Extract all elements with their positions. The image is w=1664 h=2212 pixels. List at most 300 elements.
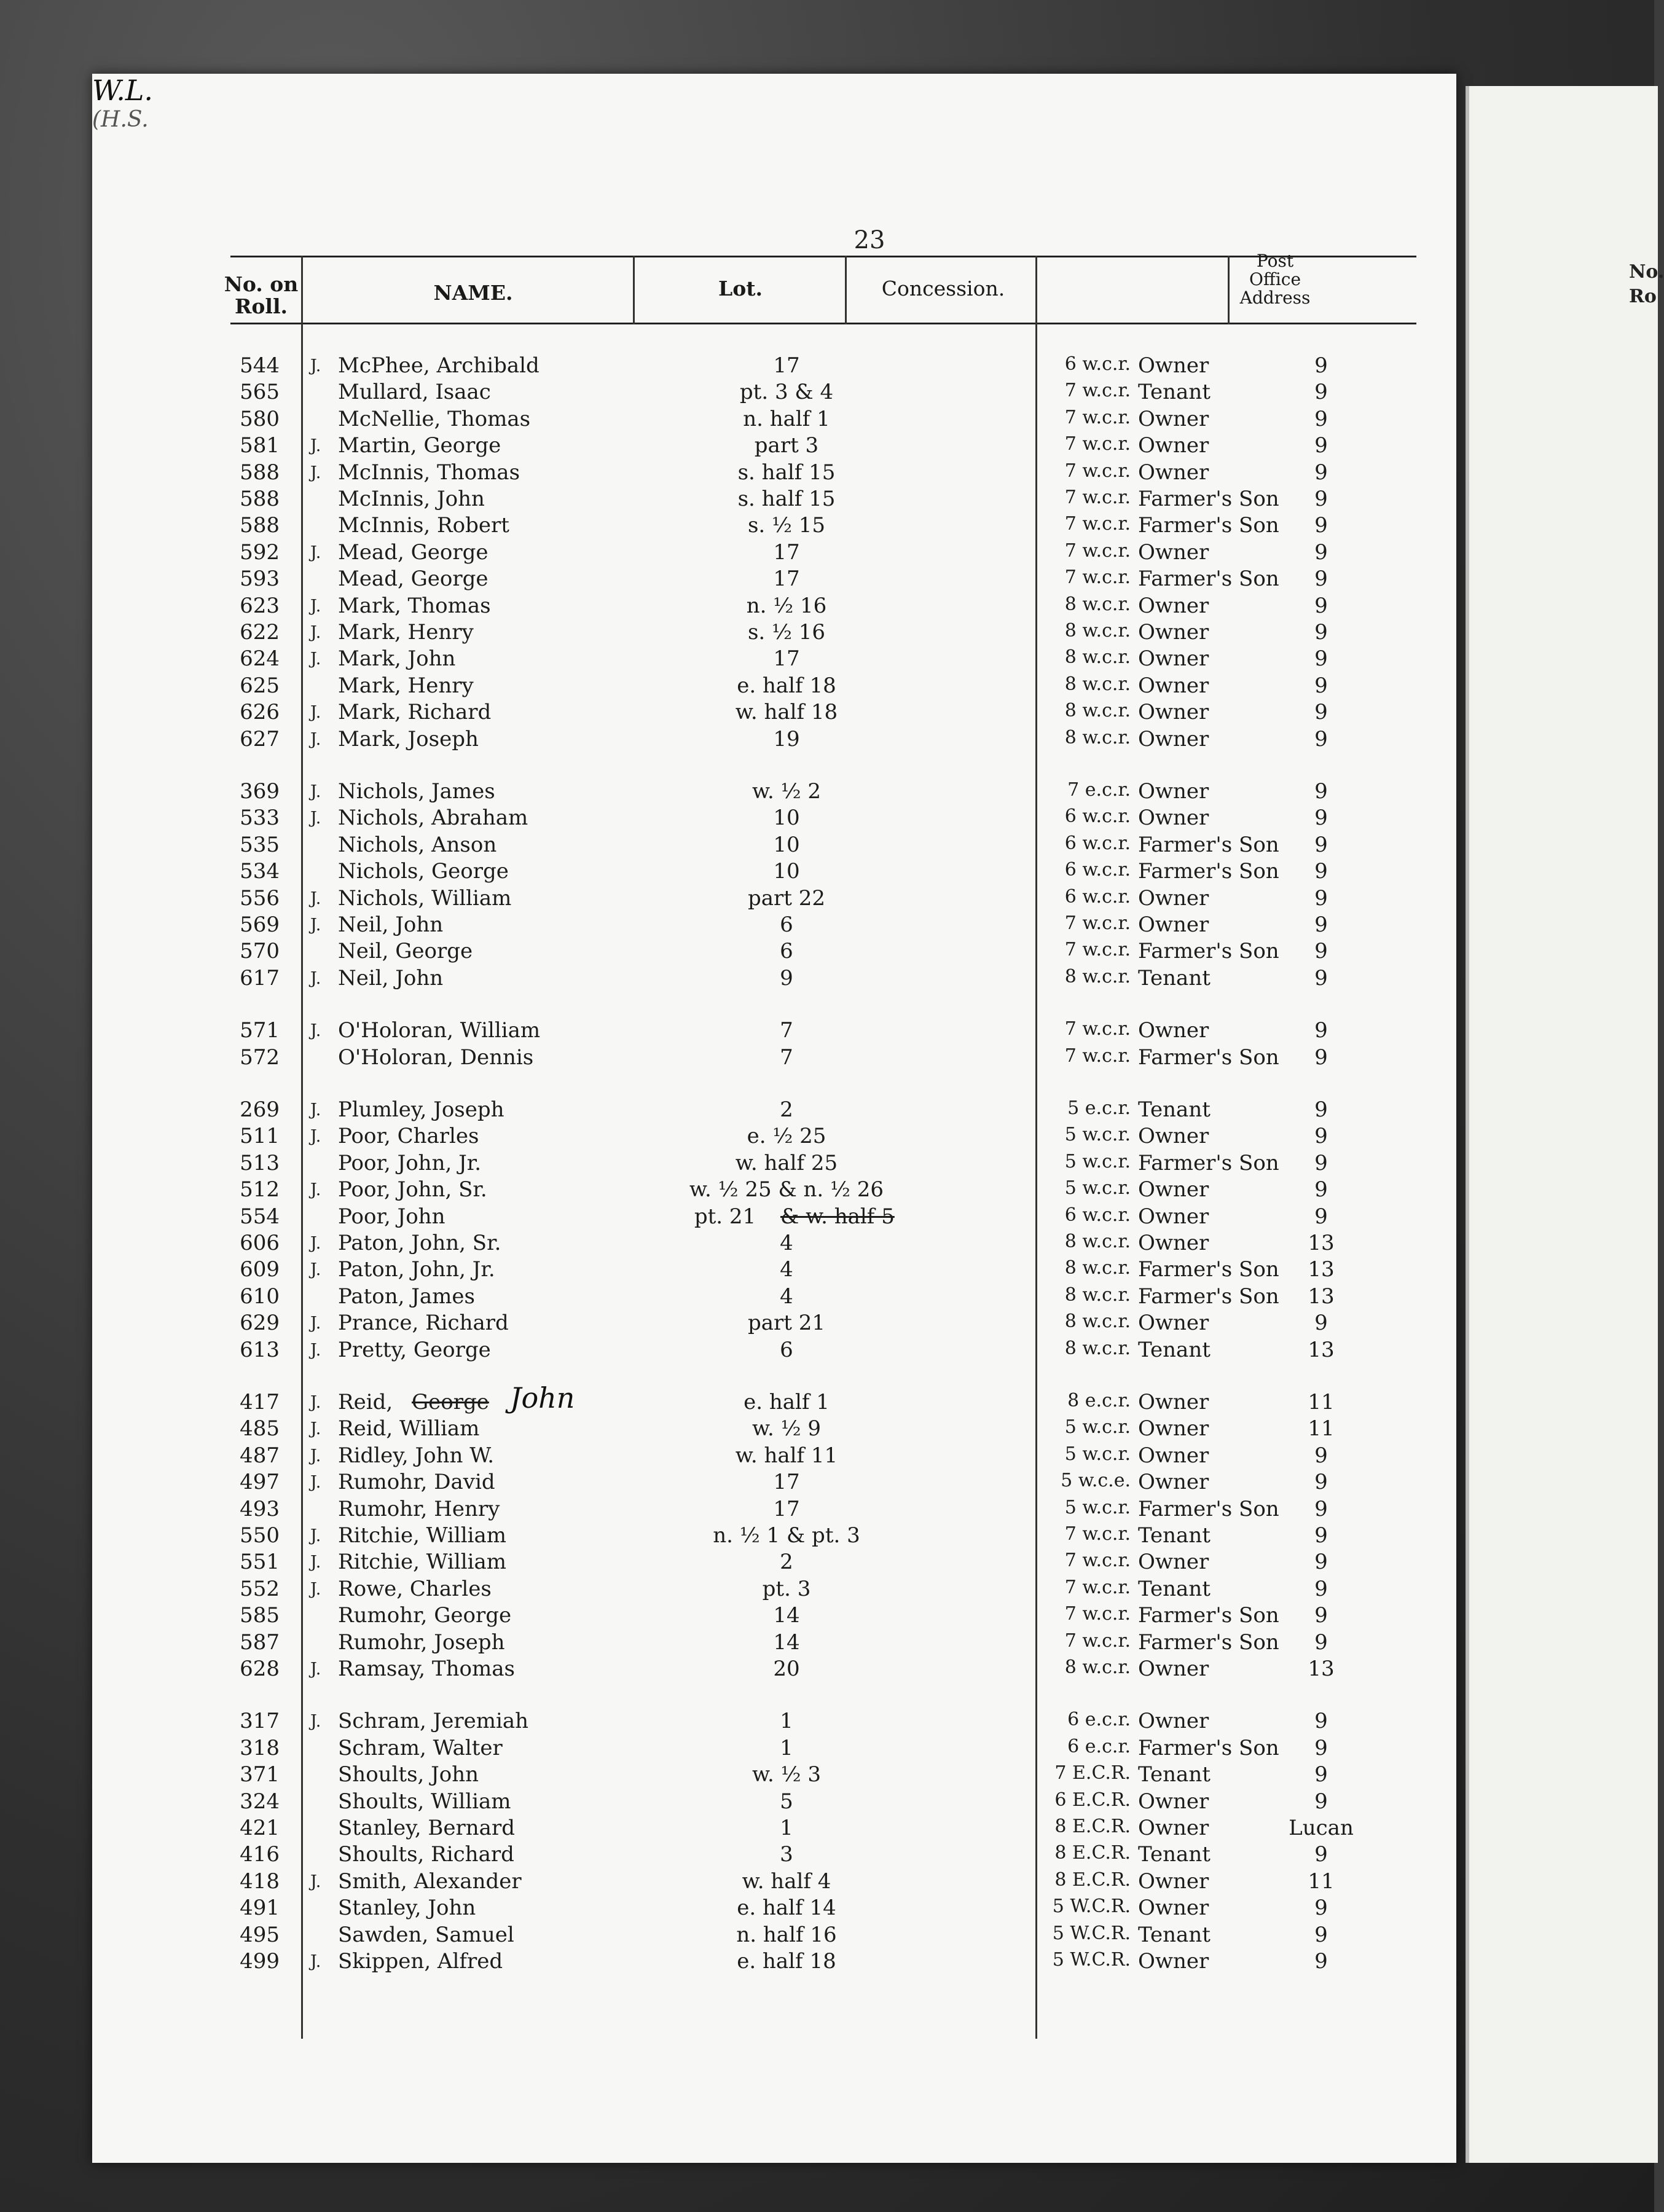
name: Rumohr, Joseph — [338, 1630, 505, 1655]
status: Owner — [1138, 539, 1209, 565]
lot: 6 — [780, 939, 793, 964]
status: Tenant — [1138, 1762, 1211, 1787]
lot: 10 — [773, 859, 800, 884]
table-row — [92, 1045, 1456, 1072]
post-office: 9 — [1314, 1204, 1328, 1229]
lot: 4 — [780, 1257, 793, 1282]
concession: 8 w.c.r. — [1064, 700, 1131, 722]
concession: 7 w.c.r. — [1064, 1630, 1131, 1652]
name: Paton, John, Jr. — [338, 1257, 495, 1282]
table-row — [92, 407, 1456, 433]
table-row — [92, 1381, 1456, 1416]
lot: 2 — [780, 1097, 793, 1122]
name: Mullard, Isaac — [338, 380, 491, 405]
header-concession: Concession. — [881, 276, 1005, 300]
status: Owner — [1138, 1949, 1209, 1974]
concession: 7 w.c.r. — [1064, 912, 1131, 934]
status: Owner — [1138, 806, 1209, 831]
lot: w. half 25 — [735, 1150, 838, 1175]
struck-name: George — [412, 1390, 489, 1414]
concession: 6 w.c.r. — [1064, 806, 1131, 828]
name: Mark, John — [338, 646, 456, 672]
header-divider — [1035, 256, 1037, 324]
roll-number: 627 — [240, 726, 280, 751]
header-post-line2: Office — [1249, 269, 1301, 289]
roll-number: 588 — [240, 513, 280, 538]
juror-mark: J. — [310, 1553, 321, 1572]
post-office: 9 — [1314, 646, 1328, 672]
status: Owner — [1138, 700, 1209, 725]
roll-number: 609 — [240, 1257, 280, 1282]
name: McNellie, Thomas — [338, 406, 531, 431]
table-row — [92, 700, 1456, 726]
concession: 7 w.c.r. — [1064, 1550, 1131, 1572]
roll-number: 556 — [240, 885, 280, 911]
lot: n. half 1 — [743, 406, 830, 431]
lot: w. ½ 25 & n. ½ 26 — [689, 1177, 884, 1202]
lot: e. half 18 — [737, 673, 836, 698]
lot: e. half 14 — [737, 1896, 836, 1921]
post-office: 9 — [1314, 1762, 1328, 1787]
concession: 8 w.c.r. — [1064, 965, 1131, 987]
post-office: 9 — [1314, 1896, 1328, 1921]
lot: 10 — [773, 832, 800, 857]
name: Ritchie, William — [338, 1550, 507, 1575]
post-office: 9 — [1314, 539, 1328, 565]
lot: n. ½ 1 & pt. 3 — [713, 1523, 860, 1548]
roll-number: 493 — [240, 1496, 280, 1521]
lot: part 3 — [754, 433, 819, 458]
table-row — [92, 540, 1456, 567]
concession: 6 w.c.r. — [1064, 1204, 1131, 1226]
post-office: 9 — [1314, 832, 1328, 857]
post-office: 9 — [1314, 1576, 1328, 1601]
roll-number: 534 — [240, 859, 280, 884]
concession: 8 w.c.r. — [1064, 1257, 1131, 1279]
header-divider — [301, 256, 303, 324]
roll-number: 544 — [240, 353, 280, 378]
concession: 8 e.c.r. — [1067, 1390, 1131, 1411]
table-row — [92, 353, 1456, 380]
roll-number: 572 — [240, 1045, 280, 1070]
table-row — [92, 833, 1456, 859]
status: Owner — [1138, 433, 1209, 458]
post-office: 9 — [1314, 806, 1328, 831]
concession: 7 E.C.R. — [1054, 1762, 1131, 1784]
table-row — [92, 646, 1456, 673]
roll-number: 495 — [240, 1922, 280, 1947]
juror-mark: J. — [310, 968, 321, 988]
table-row — [92, 1949, 1456, 1975]
roll-number: 550 — [240, 1523, 280, 1548]
roll-number: 624 — [240, 646, 280, 672]
name: Mark, Thomas — [338, 593, 491, 618]
post-office: 9 — [1314, 1443, 1328, 1468]
lot: 14 — [773, 1603, 800, 1628]
post-office: 9 — [1314, 939, 1328, 964]
juror-mark: J. — [310, 463, 321, 482]
status: Farmer's Son — [1138, 1257, 1279, 1282]
name: Mead, George — [338, 539, 489, 565]
juror-mark: J. — [310, 1712, 321, 1732]
roll-number: 625 — [240, 673, 280, 698]
roll-number: 371 — [240, 1762, 280, 1787]
post-office: 13 — [1308, 1257, 1335, 1282]
post-office: 9 — [1314, 1124, 1328, 1149]
roll-number: 588 — [240, 487, 280, 511]
concession: 5 w.c.r. — [1064, 1416, 1131, 1438]
lot: 17 — [773, 353, 800, 378]
concession: 8 w.c.r. — [1064, 1284, 1131, 1306]
name: Poor, John, Jr. — [338, 1150, 482, 1175]
name: McInnis, Robert — [338, 513, 509, 538]
name: Nichols, Abraham — [338, 806, 528, 831]
table-row — [92, 1762, 1456, 1789]
table-row — [92, 912, 1456, 939]
table-row — [92, 966, 1456, 992]
struck-lot: & w. half 5 — [780, 1204, 895, 1229]
lot: 1 — [780, 1709, 793, 1734]
status: Owner — [1138, 1789, 1209, 1814]
lot: 10 — [773, 806, 800, 831]
concession: 5 W.C.R. — [1052, 1922, 1131, 1944]
table-row — [92, 487, 1456, 513]
lot: 1 — [780, 1735, 793, 1760]
facing-page — [1466, 86, 1664, 2163]
status: Tenant — [1138, 1576, 1211, 1601]
lot: 14 — [773, 1630, 800, 1655]
table-row — [92, 886, 1456, 912]
concession: 7 w.c.r. — [1064, 460, 1131, 482]
post-office: 13 — [1308, 1284, 1335, 1309]
post-office: 9 — [1314, 353, 1328, 378]
lot: w. half 4 — [742, 1869, 831, 1894]
post-office: 11 — [1308, 1390, 1335, 1414]
table-row — [92, 1416, 1456, 1443]
name: Rumohr, George — [338, 1603, 512, 1628]
table-row — [92, 1204, 1456, 1231]
name: Poor, John — [338, 1204, 445, 1229]
roll-number: 565 — [240, 380, 280, 405]
juror-mark: J. — [310, 543, 321, 562]
concession: 6 E.C.R. — [1054, 1789, 1131, 1811]
juror-mark: J. — [310, 1393, 321, 1412]
status: Farmer's Son — [1138, 1735, 1279, 1760]
juror-mark: J. — [310, 1340, 321, 1360]
roll-number: 487 — [240, 1443, 280, 1468]
roll-number: 369 — [240, 779, 280, 804]
name: O'Holoran, William — [338, 1018, 541, 1043]
status: Tenant — [1138, 380, 1211, 405]
lot: 7 — [780, 1045, 793, 1070]
juror-mark: J. — [310, 1234, 321, 1253]
lot: 19 — [773, 726, 800, 751]
name: Nichols, William — [338, 885, 512, 911]
concession: 5 e.c.r. — [1067, 1097, 1131, 1119]
roll-number: 623 — [240, 593, 280, 618]
post-office: 9 — [1314, 1311, 1328, 1336]
table-row — [92, 1550, 1456, 1576]
post-office: 9 — [1314, 1789, 1328, 1814]
table-row — [92, 1497, 1456, 1523]
lot: 17 — [773, 646, 800, 672]
name: Neil, John — [338, 965, 444, 990]
status: Owner — [1138, 1896, 1209, 1921]
concession: 7 w.c.r. — [1064, 1018, 1131, 1040]
lot: pt. 21 — [694, 1204, 756, 1229]
post-office: 9 — [1314, 1842, 1328, 1867]
post-office: 9 — [1314, 1735, 1328, 1760]
post-office: 9 — [1314, 1550, 1328, 1575]
juror-mark: J. — [310, 623, 321, 642]
juror-mark: J. — [310, 1446, 321, 1465]
post-office: 9 — [1314, 965, 1328, 990]
name: Rowe, Charles — [338, 1576, 492, 1601]
concession: 8 w.c.r. — [1064, 1657, 1131, 1678]
table-row — [92, 1789, 1456, 1816]
table-row — [92, 1338, 1456, 1364]
status: Owner — [1138, 1018, 1209, 1043]
lot: 3 — [780, 1842, 793, 1867]
roll-number: 324 — [240, 1789, 280, 1814]
status: Owner — [1138, 1177, 1209, 1202]
post-office: 9 — [1314, 912, 1328, 937]
post-office: 9 — [1314, 779, 1328, 804]
post-office: Lucan — [1289, 1816, 1354, 1840]
table-row — [92, 1151, 1456, 1177]
name: Poor, Charles — [338, 1124, 479, 1149]
roll-number: 417 — [240, 1390, 280, 1414]
concession: 7 w.c.r. — [1064, 433, 1131, 455]
status: Farmer's Son — [1138, 939, 1279, 964]
status: Owner — [1138, 779, 1209, 804]
header-divider — [633, 256, 635, 324]
concession: 6 w.c.r. — [1064, 353, 1131, 375]
roll-number: 552 — [240, 1576, 280, 1601]
name: Ritchie, William — [338, 1523, 507, 1548]
status: Owner — [1138, 1311, 1209, 1336]
concession: 6 w.c.r. — [1064, 859, 1131, 881]
table-row — [92, 1709, 1456, 1735]
table-row — [92, 1097, 1456, 1124]
roll-number: 569 — [240, 912, 280, 937]
name: Smith, Alexander — [338, 1869, 522, 1894]
roll-number: 533 — [240, 806, 280, 831]
post-office: 9 — [1314, 433, 1328, 458]
lot: part 21 — [747, 1311, 826, 1336]
name: Mark, Henry — [338, 673, 474, 698]
roll-number: 512 — [240, 1177, 280, 1202]
lot: 6 — [780, 912, 793, 937]
juror-mark: J. — [310, 1952, 321, 1971]
status: Owner — [1138, 1443, 1209, 1468]
status: Owner — [1138, 673, 1209, 698]
status: Tenant — [1138, 1337, 1211, 1362]
status: Owner — [1138, 1390, 1209, 1414]
juror-mark: J. — [310, 888, 321, 908]
roll-number: 593 — [240, 567, 280, 592]
juror-mark: J. — [310, 782, 321, 801]
lot: 6 — [780, 1337, 793, 1362]
header-name: NAME. — [433, 281, 513, 305]
roll-number: 513 — [240, 1150, 280, 1175]
juror-mark: J. — [310, 1419, 321, 1439]
table-row — [92, 1231, 1456, 1257]
post-office: 9 — [1314, 1018, 1328, 1043]
status: Farmer's Son — [1138, 1045, 1279, 1070]
name: Rumohr, Henry — [338, 1496, 500, 1521]
name: Plumley, Joseph — [338, 1097, 504, 1122]
concession: 5 w.c.r. — [1064, 1443, 1131, 1465]
concession: 7 e.c.r. — [1067, 779, 1131, 801]
lot: n. half 16 — [736, 1922, 837, 1947]
post-office: 9 — [1314, 1949, 1328, 1974]
table-row — [92, 513, 1456, 539]
lot: 17 — [773, 567, 800, 592]
concession: 5 w.c.r. — [1064, 1496, 1131, 1518]
roll-number: 613 — [240, 1337, 280, 1362]
name: Ramsay, Thomas — [338, 1657, 515, 1681]
concession: 8 E.C.R. — [1054, 1842, 1131, 1864]
header-no-on-roll-line2: Roll. — [235, 294, 288, 318]
table-row — [92, 1284, 1456, 1311]
table-row — [92, 1311, 1456, 1337]
lot: pt. 3 & 4 — [739, 380, 834, 405]
name: Rumohr, David — [338, 1470, 495, 1495]
lot: 17 — [773, 1496, 800, 1521]
roll-number: 585 — [240, 1603, 280, 1628]
lot: 17 — [773, 1470, 800, 1495]
roll-number: 497 — [240, 1470, 280, 1495]
lot: w. ½ 9 — [752, 1416, 822, 1441]
juror-mark: J. — [310, 1872, 321, 1891]
status: Owner — [1138, 460, 1209, 485]
roll-number: 617 — [240, 965, 280, 990]
table-row — [92, 1869, 1456, 1896]
roll-number: 587 — [240, 1630, 280, 1655]
roll-number: 418 — [240, 1869, 280, 1894]
status: Owner — [1138, 1231, 1209, 1255]
post-office: 9 — [1314, 1922, 1328, 1947]
header-lot: Lot. — [718, 276, 763, 300]
name: Schram, Walter — [338, 1735, 503, 1760]
post-office: 9 — [1314, 567, 1328, 592]
table-row — [92, 1630, 1456, 1657]
handwritten-correction: John — [510, 1381, 575, 1414]
concession: 7 w.c.r. — [1064, 567, 1131, 589]
status: Farmer's Son — [1138, 1603, 1279, 1628]
margin-handwritten-mark: (H.S. — [92, 107, 149, 132]
roll-number: 610 — [240, 1284, 280, 1309]
lot: s. ½ 16 — [747, 620, 826, 645]
lot: w. half 18 — [735, 700, 838, 725]
concession: 5 w.c.e. — [1061, 1470, 1131, 1492]
header-post-office — [1229, 252, 1321, 307]
concession: 8 w.c.r. — [1064, 646, 1131, 669]
concession: 7 w.c.r. — [1064, 539, 1131, 562]
page-number: 23 — [854, 226, 885, 254]
lot: w. ½ 3 — [752, 1762, 822, 1787]
post-office: 9 — [1314, 487, 1328, 511]
lot: e. half 18 — [737, 1949, 836, 1974]
juror-mark: J. — [310, 703, 321, 723]
concession: 8 w.c.r. — [1064, 673, 1131, 695]
header-no-on-roll — [221, 273, 301, 318]
table-row — [92, 806, 1456, 832]
name: Stanley, John — [338, 1896, 476, 1921]
header-post-line1: Post — [1256, 251, 1294, 271]
table-row — [92, 594, 1456, 620]
name: Mark, Richard — [338, 700, 492, 725]
lot: w. ½ 2 — [752, 779, 822, 804]
table-row — [92, 939, 1456, 965]
lot: e. half 1 — [744, 1390, 830, 1414]
name: Neil, George — [338, 939, 473, 964]
concession: 7 w.c.r. — [1064, 1603, 1131, 1625]
roll-number: 626 — [240, 700, 280, 725]
name: Shoults, Richard — [338, 1842, 514, 1867]
status: Farmer's Son — [1138, 513, 1279, 538]
roll-number: 421 — [240, 1816, 280, 1840]
roll-number: 622 — [240, 620, 280, 645]
name: Martin, George — [338, 433, 501, 458]
concession: 7 w.c.r. — [1064, 487, 1131, 508]
name: Prance, Richard — [338, 1311, 509, 1336]
status: Farmer's Son — [1138, 1284, 1279, 1309]
status: Owner — [1138, 885, 1209, 911]
table-row — [92, 1923, 1456, 1949]
status: Owner — [1138, 912, 1209, 937]
lot: s. half 15 — [737, 460, 836, 485]
table-row — [92, 1177, 1456, 1204]
roll-number: 499 — [240, 1949, 280, 1974]
post-office: 9 — [1314, 1523, 1328, 1548]
juror-mark: J. — [310, 436, 321, 456]
post-office: 9 — [1314, 700, 1328, 725]
header-no-on-roll-line1: No. on — [224, 272, 299, 296]
juror-mark: J. — [310, 809, 321, 828]
roll-number: 628 — [240, 1657, 280, 1681]
table-row — [92, 1523, 1456, 1550]
status: Owner — [1138, 1709, 1209, 1734]
name: Pretty, George — [338, 1337, 491, 1362]
status: Owner — [1138, 1204, 1209, 1229]
concession: 7 w.c.r. — [1064, 939, 1131, 961]
roll-number: 535 — [240, 832, 280, 857]
lot: 5 — [780, 1789, 793, 1814]
juror-mark: J. — [310, 1127, 321, 1147]
lot: pt. 3 — [762, 1576, 811, 1601]
post-office: 9 — [1314, 859, 1328, 884]
lot: s. ½ 15 — [747, 513, 826, 538]
table-row — [92, 1018, 1456, 1045]
status: Owner — [1138, 593, 1209, 618]
post-office: 9 — [1314, 513, 1328, 538]
concession: 5 w.c.r. — [1064, 1177, 1131, 1199]
post-office: 13 — [1308, 1337, 1335, 1362]
post-office: 9 — [1314, 1177, 1328, 1202]
table-row — [92, 1124, 1456, 1150]
concession: 8 w.c.r. — [1064, 726, 1131, 748]
concession: 7 w.c.r. — [1064, 513, 1131, 535]
lot: e. ½ 25 — [747, 1124, 826, 1149]
juror-mark: J. — [310, 1314, 321, 1333]
table-row — [92, 1842, 1456, 1869]
table-row — [92, 1443, 1456, 1470]
post-office: 9 — [1314, 1603, 1328, 1628]
concession: 5 w.c.r. — [1064, 1150, 1131, 1172]
status: Owner — [1138, 1816, 1209, 1840]
